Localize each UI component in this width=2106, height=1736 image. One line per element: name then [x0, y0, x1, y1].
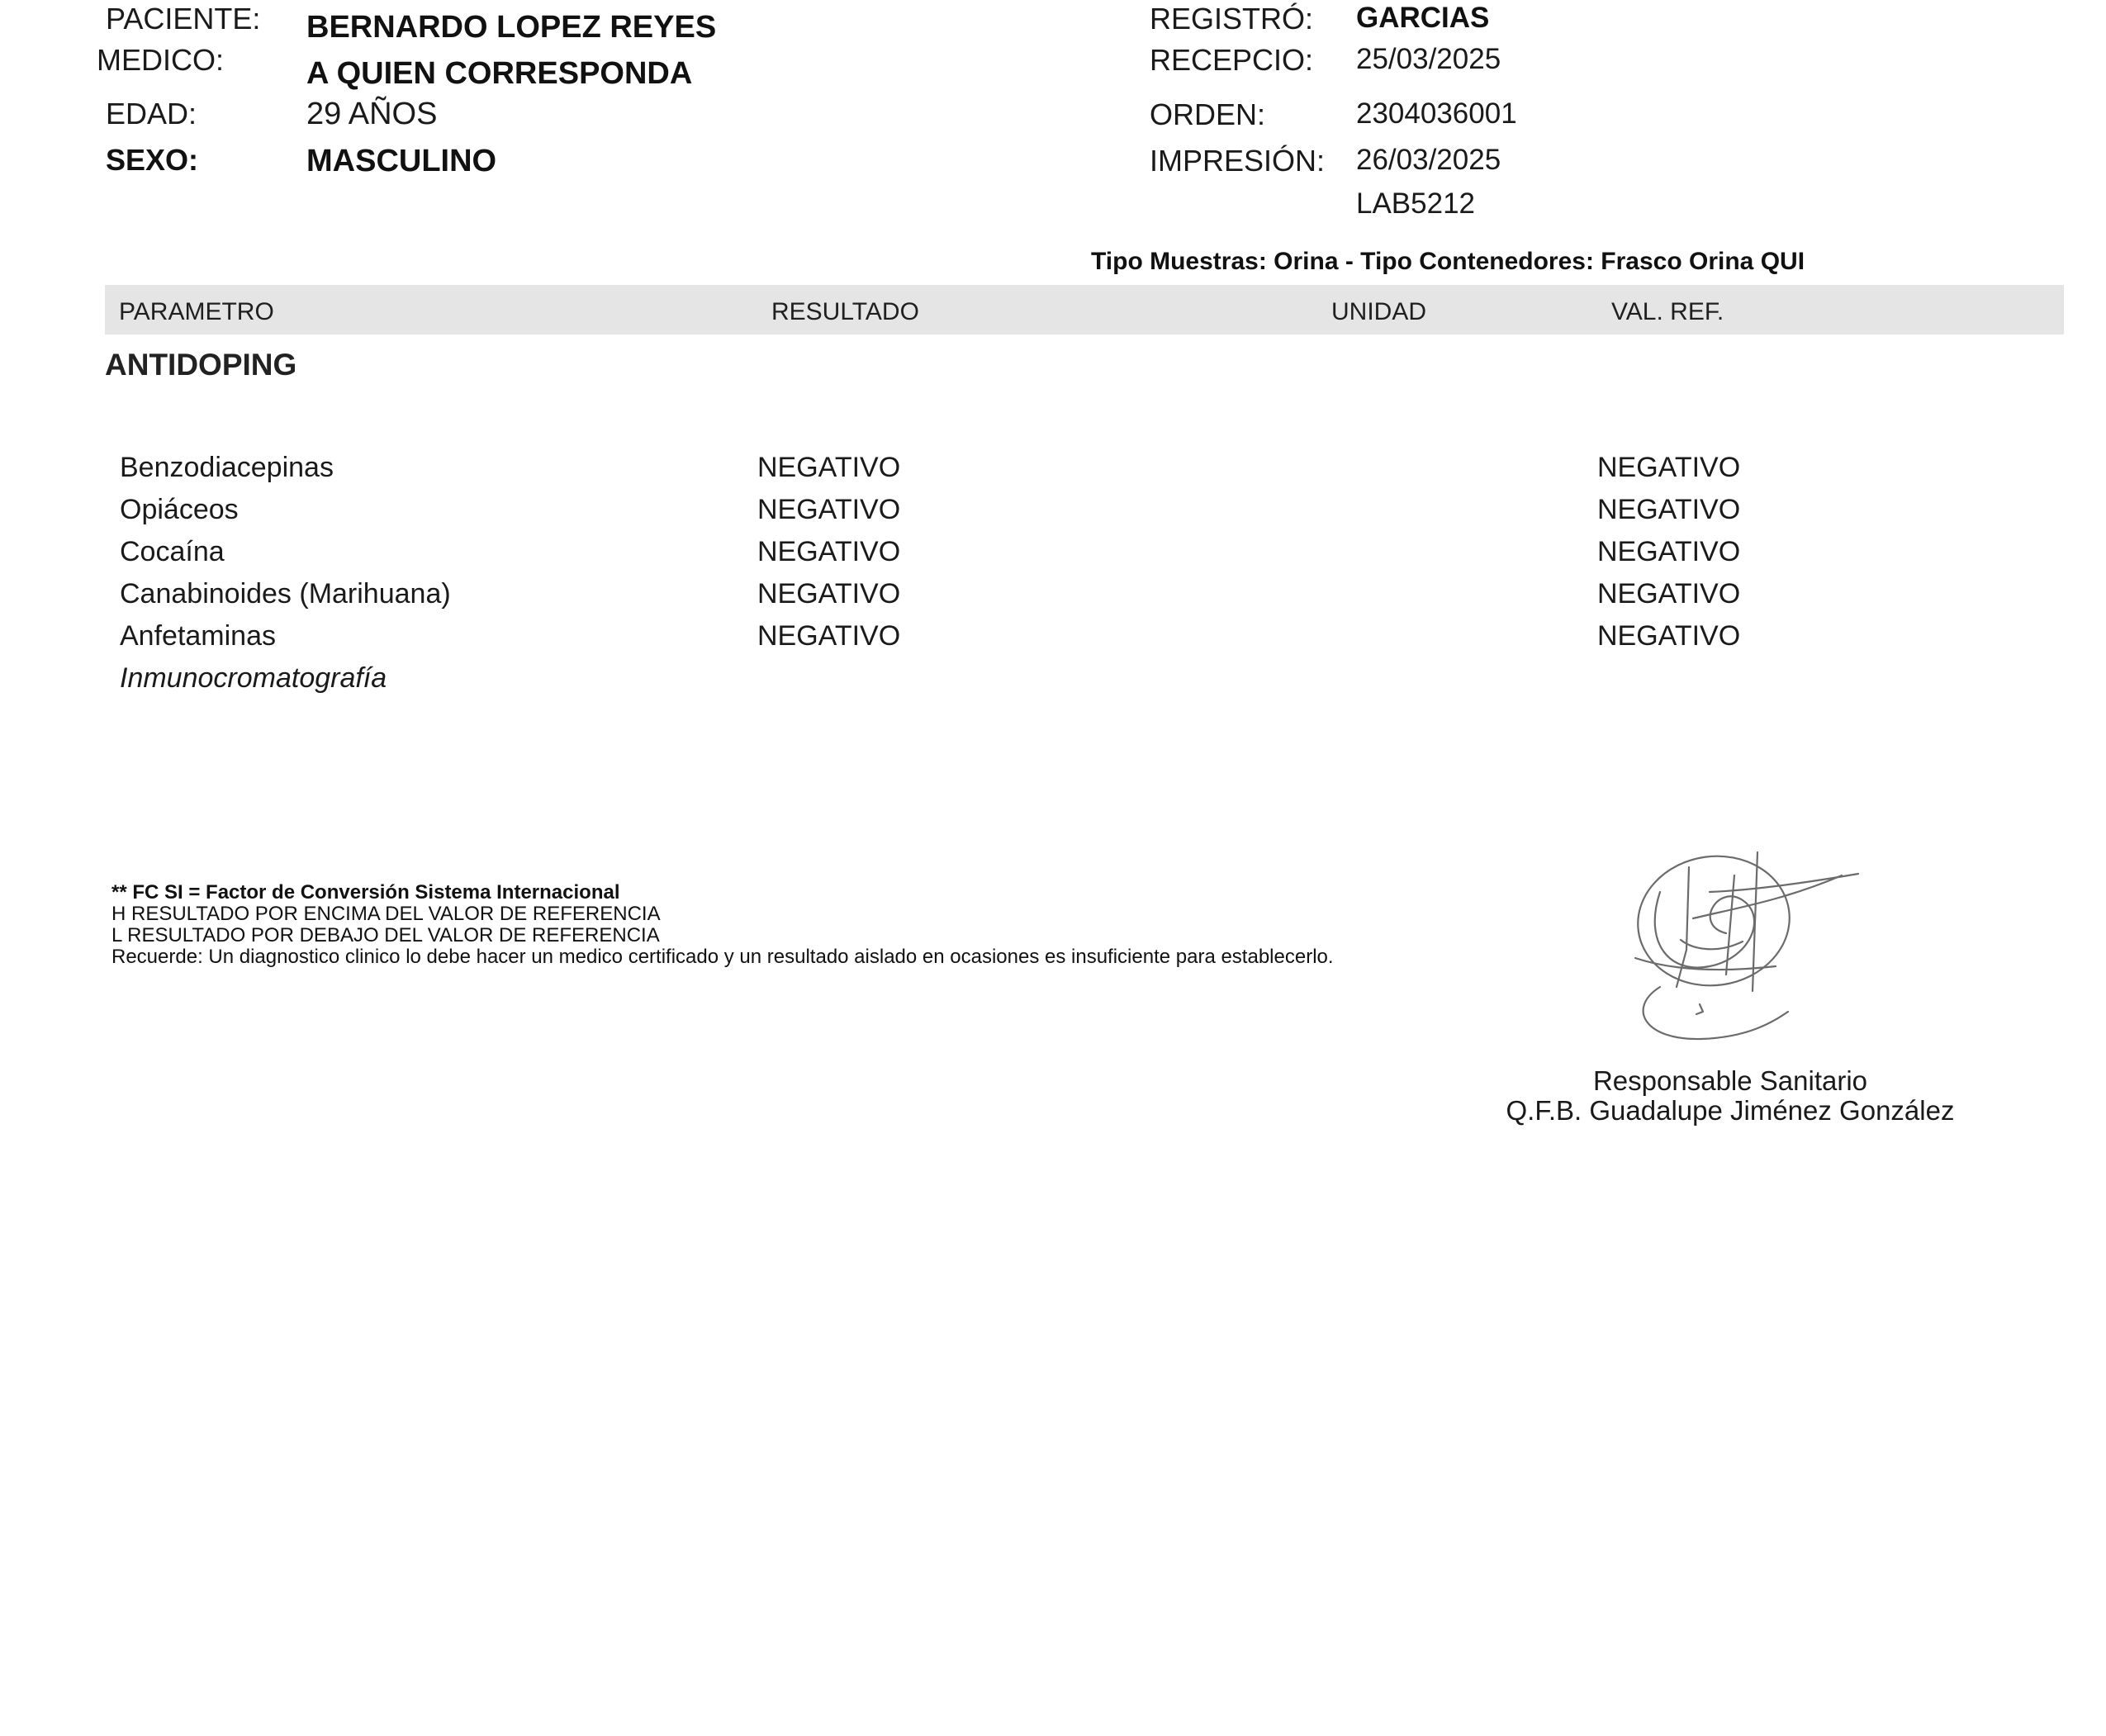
- row-parametro: Opiáceos: [120, 494, 239, 525]
- row-parametro: Cocaína: [120, 536, 225, 567]
- section-title: ANTIDOPING: [105, 348, 297, 382]
- lab-code: LAB5212: [1356, 187, 1476, 220]
- impresion-label: IMPRESIÓN:: [1150, 144, 1326, 178]
- fc-si-note: ** FC SI = Factor de Conversión Sistema Internacional: [111, 881, 620, 904]
- h-note: H RESULTADO POR ENCIMA DEL VALOR DE REFERENCIA: [111, 903, 661, 925]
- paciente-label: PACIENTE:: [106, 2, 261, 36]
- row-parametro: Benzodiacepinas: [120, 452, 334, 483]
- method-note: Inmunocromatografía: [120, 662, 387, 694]
- signature-graphic: [1610, 842, 1875, 1057]
- row-val-ref: NEGATIVO: [1597, 536, 1741, 567]
- row-resultado: NEGATIVO: [757, 536, 901, 567]
- header-val-ref: VAL. REF.: [1611, 298, 1724, 325]
- orden-label: ORDEN:: [1150, 97, 1266, 131]
- row-val-ref: NEGATIVO: [1597, 578, 1741, 609]
- sample-info: Tipo Muestras: Orina - Tipo Contenedores: Frasco Orina QUI: [1091, 248, 1805, 275]
- recepcion-label: RECEPCIO:: [1150, 43, 1314, 77]
- edad-label: EDAD:: [106, 97, 197, 130]
- signer-role: Responsable Sanitario: [1592, 1065, 1868, 1096]
- orden-value: 2304036001: [1356, 97, 1517, 130]
- table-header: [105, 285, 2064, 334]
- l-note: L RESULTADO POR DEBAJO DEL VALOR DE REFERENCIA: [111, 924, 660, 946]
- header-parametro: PARAMETRO: [119, 298, 274, 325]
- medico-value: A QUIEN CORRESPONDA: [306, 56, 693, 91]
- row-val-ref: NEGATIVO: [1597, 620, 1741, 652]
- signer-name: Q.F.B. Guadalupe Jiménez González: [1506, 1095, 1955, 1126]
- row-resultado: NEGATIVO: [757, 578, 901, 609]
- footnotes: [111, 882, 1334, 968]
- row-val-ref: NEGATIVO: [1597, 452, 1741, 483]
- registro-label: REGISTRÓ:: [1150, 2, 1314, 36]
- sexo-label: SEXO:: [106, 143, 199, 177]
- medico-label: MEDICO:: [97, 43, 225, 77]
- paciente-value: BERNARDO LOPEZ REYES: [306, 10, 717, 45]
- header-unidad: UNIDAD: [1331, 298, 1427, 325]
- row-val-ref: NEGATIVO: [1597, 494, 1741, 525]
- row-resultado: NEGATIVO: [757, 620, 901, 652]
- header-resultado: RESULTADO: [771, 298, 919, 325]
- registro-value: GARCIAS: [1356, 2, 1490, 34]
- recepcion-value: 25/03/2025: [1356, 43, 1501, 75]
- row-parametro: Canabinoides (Marihuana): [120, 578, 451, 609]
- sexo-value: MASCULINO: [306, 144, 497, 178]
- row-resultado: NEGATIVO: [757, 452, 901, 483]
- row-parametro: Anfetaminas: [120, 620, 276, 652]
- row-resultado: NEGATIVO: [757, 494, 901, 525]
- impresion-value: 26/03/2025: [1356, 144, 1501, 176]
- reminder-note: Recuerde: Un diagnostico clinico lo debe hacer un medico certificado y un resultado aislado en ocasiones es insuficiente para establecerlo.: [111, 946, 1334, 968]
- edad-value: 29 AÑOS: [306, 97, 438, 131]
